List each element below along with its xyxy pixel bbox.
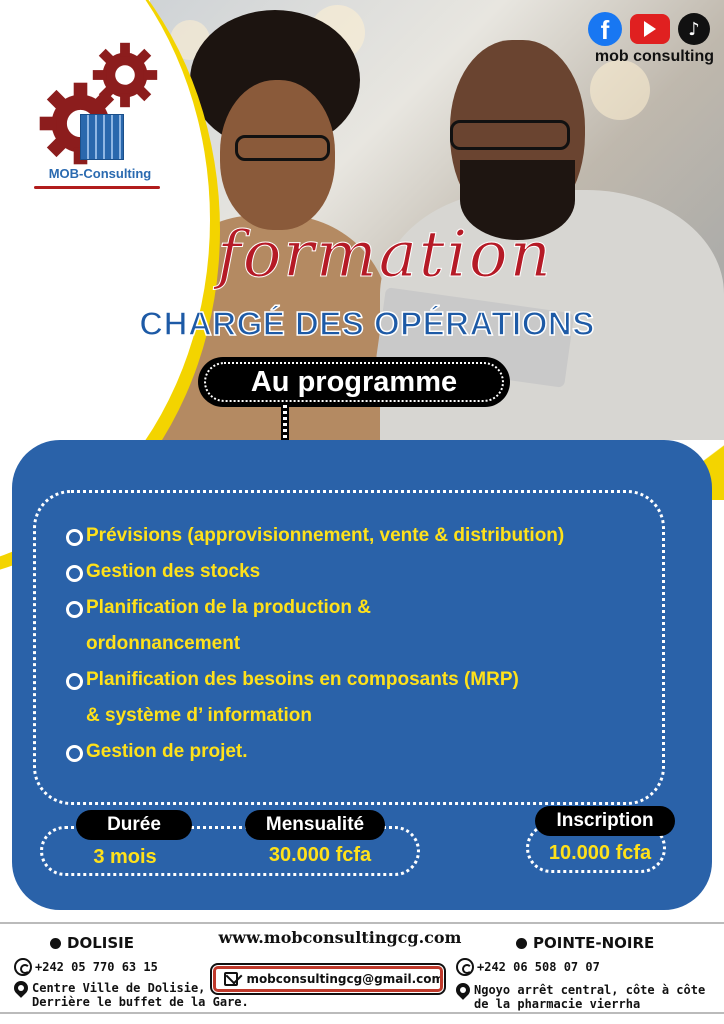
script-title: formation <box>217 218 553 292</box>
logo-text: MOB-Consulting <box>48 166 152 181</box>
registration-label: Inscription <box>535 806 675 836</box>
facebook-icon[interactable]: f <box>588 12 622 46</box>
list-item: Gestion des stocks <box>66 554 666 590</box>
address-dolisie: Centre Ville de Dolisie, Derrière le buffet de la Gare. <box>14 981 249 1009</box>
youtube-icon[interactable] <box>630 14 670 44</box>
building-icon <box>80 114 124 160</box>
whatsapp-icon <box>14 958 32 976</box>
logo-underline <box>34 186 160 189</box>
course-title: CHARGÉ DES OPÉRATIONS <box>139 305 595 342</box>
city-dolisie: DOLISIE <box>50 934 134 952</box>
bullet-icon <box>516 938 527 949</box>
social-handle: mob consulting <box>594 48 714 65</box>
city-pointe-noire: POINTE-NOIRE <box>516 934 654 952</box>
circle-bullet-icon <box>66 673 83 690</box>
monthly-fee-label: Mensualité <box>245 810 385 840</box>
registration-value: 10.000 fcfa <box>548 842 652 864</box>
website-link[interactable]: www.mobconsultingcg.com <box>218 928 462 947</box>
list-item: Planification des besoins en composants (MRP) & système d’ information <box>66 662 536 734</box>
location-pin-icon <box>456 983 470 1003</box>
duration-label: Durée <box>76 810 192 840</box>
circle-bullet-icon <box>66 745 83 762</box>
list-item: Prévisions (approvisionnement, vente & distribution) <box>66 518 666 554</box>
duration-value: 3 mois <box>93 846 157 868</box>
circle-bullet-icon <box>66 565 83 582</box>
footer-divider <box>0 922 724 924</box>
footer-bottom-divider <box>0 1012 724 1014</box>
list-item: Gestion de projet. <box>66 734 666 770</box>
address-pointe-noire: Ngoyo arrêt central, côte à côte de la pharmacie vierrha <box>456 983 705 1011</box>
tiktok-icon[interactable]: ♪ <box>678 13 710 45</box>
bullet-icon <box>50 938 61 949</box>
circle-bullet-icon <box>66 529 83 546</box>
programme-heading <box>198 357 510 407</box>
location-pin-icon <box>14 981 28 1001</box>
programme-heading-label: Au programme <box>250 365 458 398</box>
social-icons <box>588 12 710 46</box>
dotted-connector <box>281 405 289 443</box>
email-link[interactable]: mobconsultingcg@gmail.com <box>210 963 446 995</box>
list-item: Planification de la production & ordonnancement <box>66 590 486 662</box>
whatsapp-icon <box>456 958 474 976</box>
company-logo <box>30 26 180 196</box>
programme-list <box>66 518 666 770</box>
circle-bullet-icon <box>66 601 83 618</box>
phone-dolisie[interactable]: +242 05 770 63 15 <box>14 958 158 976</box>
phone-pointe-noire[interactable]: +242 06 508 07 07 <box>456 958 600 976</box>
monthly-fee-value: 30.000 fcfa <box>268 844 372 866</box>
